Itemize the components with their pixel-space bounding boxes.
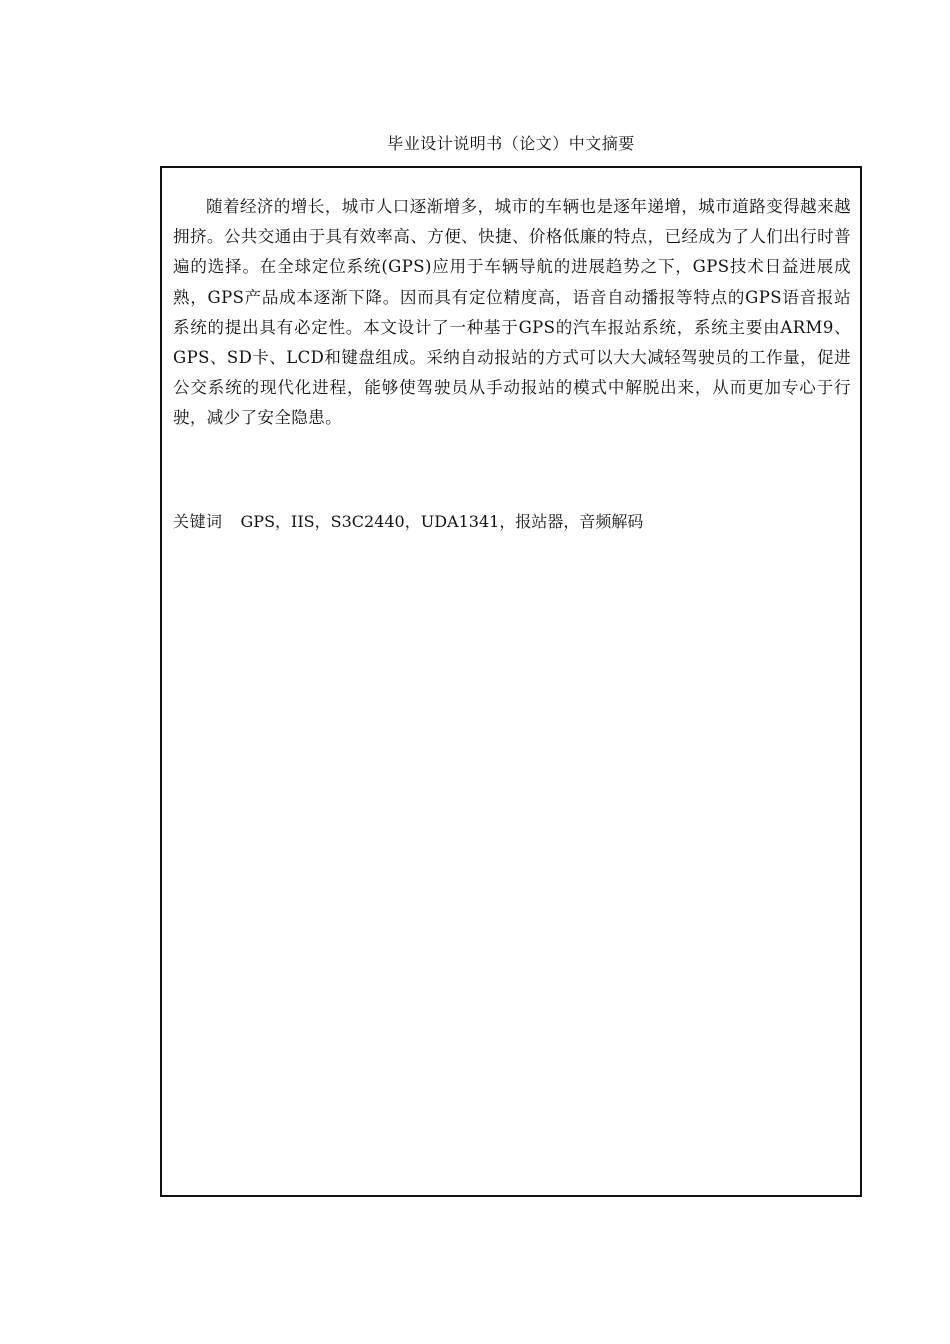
keywords-line: [173, 507, 851, 537]
abstract-text: 随着经济的增长，城市人口逐渐增多，城市的车辆也是逐年递增，城市道路变得越来越拥挤。公共交通由于具有效率高、方便、快捷、价格低廉的特点，已经成为了人们出行时普遍的选择。在全球定位系统(GPS)应用于车辆导航的进展趋势之下，GPS技术日益进展成熟，GPS产品成本逐渐下降。因而具有定位精度高，语音自动播报等特点的GPS语音报站系统的提出具有必定性。本文设计了一种基于GPS的汽车报站系统，系统主要由ARM9、GPS、SD卡、LCD和键盘组成。采纳自动报站的方式可以大大减轻驾驶员的工作量，促进公交系统的现代化进程，能够使驾驶员从手动报站的模式中解脱出来，从而更加专心于行驶，减少了安全隐患。: [173, 197, 851, 428]
page-title: 毕业设计说明书（论文）中文摘要: [387, 134, 635, 153]
keywords-value: GPS，IIS，S3C2440，UDA1341，报站器，音频解码: [240, 512, 644, 531]
keywords-label: 关键词: [173, 512, 223, 531]
abstract-box: [160, 166, 862, 1197]
